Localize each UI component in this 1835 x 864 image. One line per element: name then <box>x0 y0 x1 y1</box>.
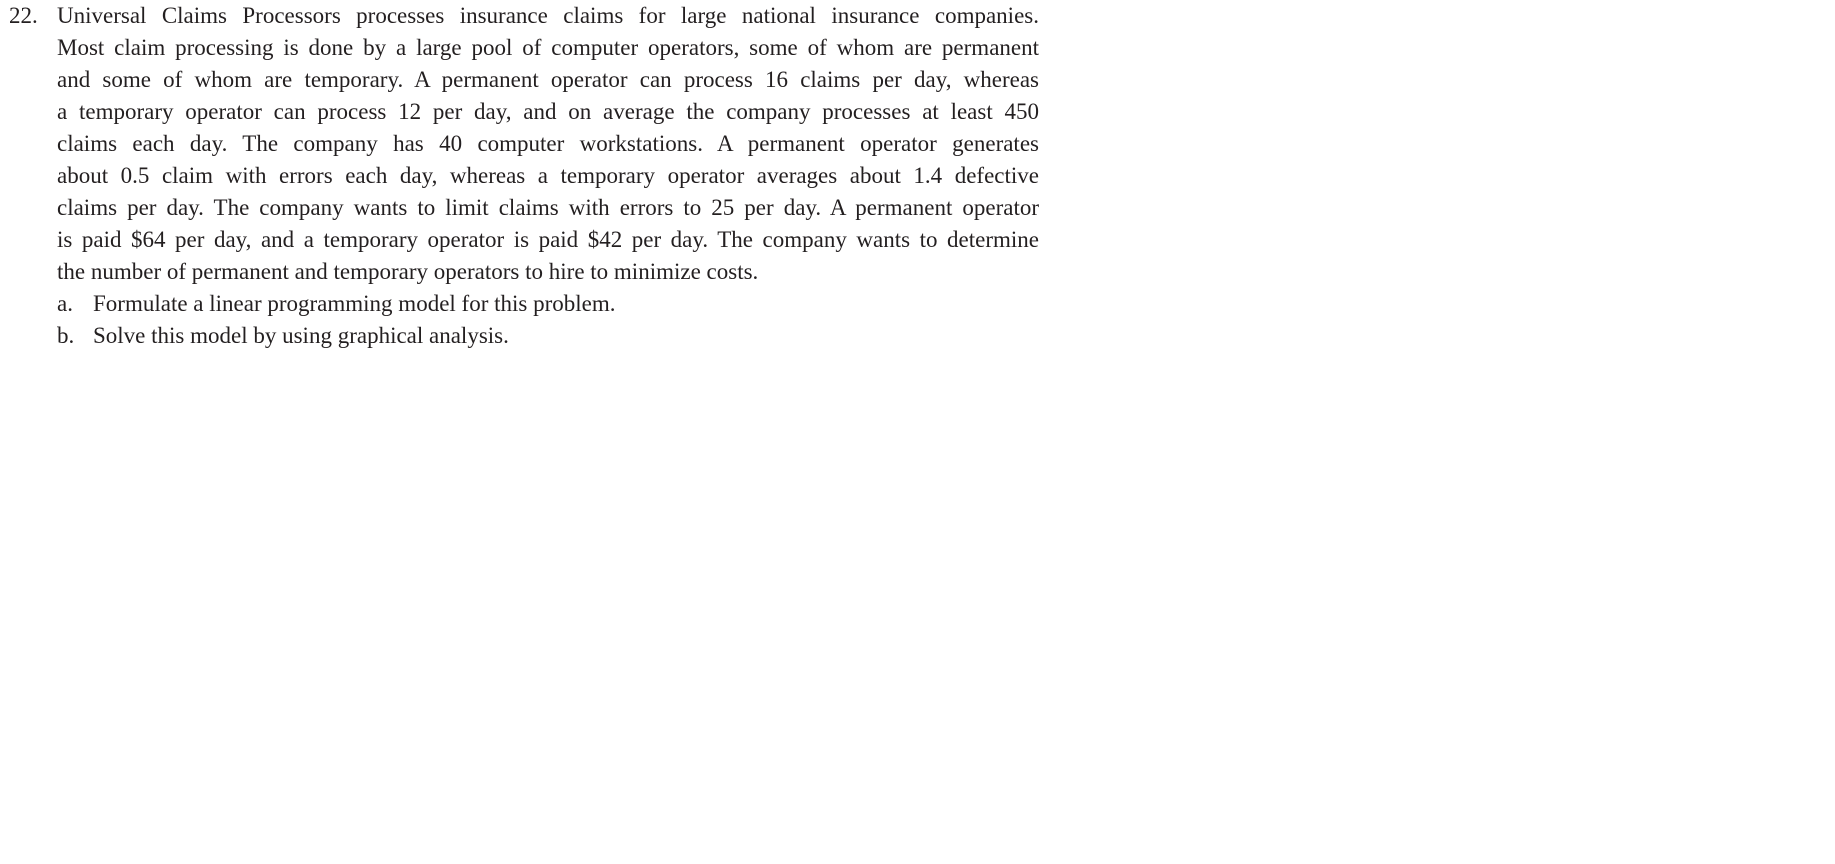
text-line: about 0.5 claim with errors each day, whereas a temporary operator averages about 1.4 defective <box>57 163 1039 188</box>
part-text: Formulate a linear programming model for this problem. <box>93 291 616 316</box>
text-line: the number of permanent and temporary operators to hire to minimize costs. <box>57 259 759 284</box>
text-line: claims each day. The company has 40 computer workstations. A permanent operator generates <box>57 131 1039 156</box>
problem-number: 22. <box>9 3 38 28</box>
problem-22 <box>9 0 1039 352</box>
text-line: claims per day. The company wants to limit claims with errors to 25 per day. A permanent operator <box>57 195 1039 220</box>
part-letter: a. <box>57 291 73 316</box>
part-b <box>57 320 1039 352</box>
problem-text <box>57 0 1039 288</box>
part-text: Solve this model by using graphical analysis. <box>93 323 509 348</box>
text-line: and some of whom are temporary. A permanent operator can process 16 claims per day, whereas <box>57 67 1039 92</box>
text-line: Universal Claims Processors processes insurance claims for large national insurance companies. <box>57 3 1039 28</box>
problem-statement <box>9 0 1039 288</box>
text-line: a temporary operator can process 12 per day, and on average the company processes at least 450 <box>57 99 1039 124</box>
text-line: is paid $64 per day, and a temporary operator is paid $42 per day. The company wants to determine <box>57 227 1039 252</box>
part-a <box>57 288 1039 320</box>
text-line: Most claim processing is done by a large pool of computer operators, some of whom are permanent <box>57 35 1039 60</box>
part-letter: b. <box>57 323 75 348</box>
problem-parts <box>9 288 1039 352</box>
